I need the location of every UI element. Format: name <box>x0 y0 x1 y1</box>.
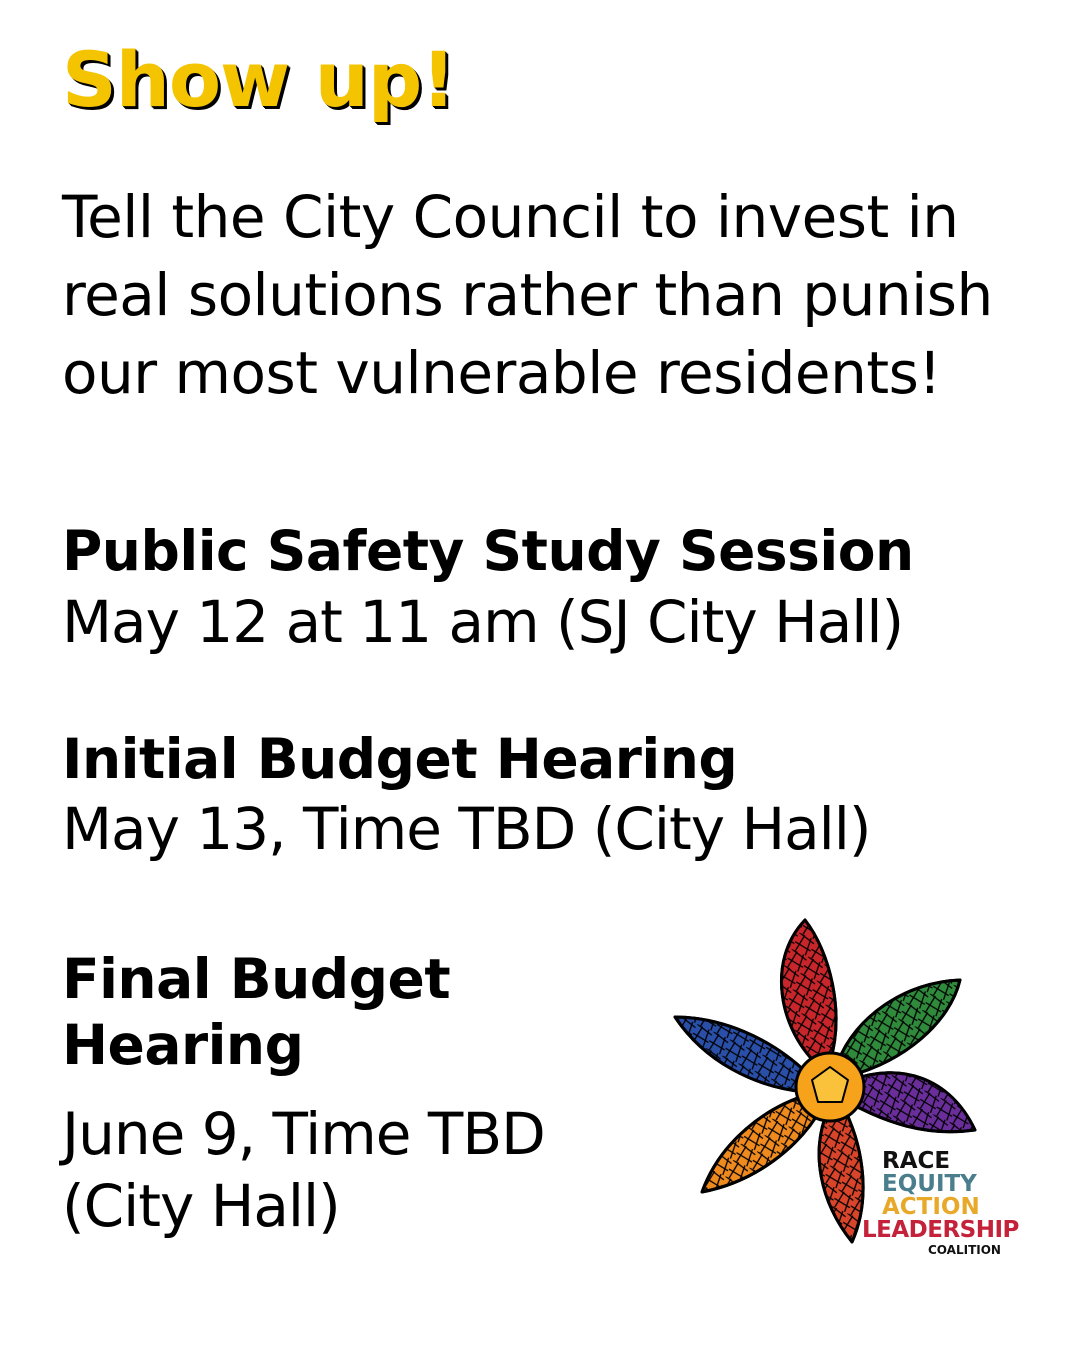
logo-word-leadership: LEADERSHIP <box>862 1217 1019 1243</box>
event-title-initial-hearing: Initial Budget Hearing <box>62 727 738 791</box>
event-title-study-session: Public Safety Study Session <box>62 519 914 583</box>
logo-word-equity: EQUITY <box>882 1171 977 1197</box>
event-detail-study-session: May 12 at 11 am (SJ City Hall) <box>62 588 904 656</box>
event-detail-initial-hearing: May 13, Time TBD (City Hall) <box>62 795 871 863</box>
logo-word-race: RACE <box>882 1148 951 1174</box>
intro-text: Tell the City Council to invest in real solutions rather than punish our most vulnerable residents! <box>62 183 993 407</box>
event-detail-final-hearing: June 9, Time TBD (City Hall) <box>62 1100 545 1240</box>
logo-wordmark <box>862 1150 1019 1256</box>
event-title-final-hearing: Final Budget Hearing <box>62 947 451 1077</box>
coalition-logo <box>670 912 1050 1272</box>
logo-word-action: ACTION <box>882 1194 980 1220</box>
headline: Show up! <box>62 35 455 124</box>
logo-word-coalition: COALITION <box>928 1243 1001 1257</box>
